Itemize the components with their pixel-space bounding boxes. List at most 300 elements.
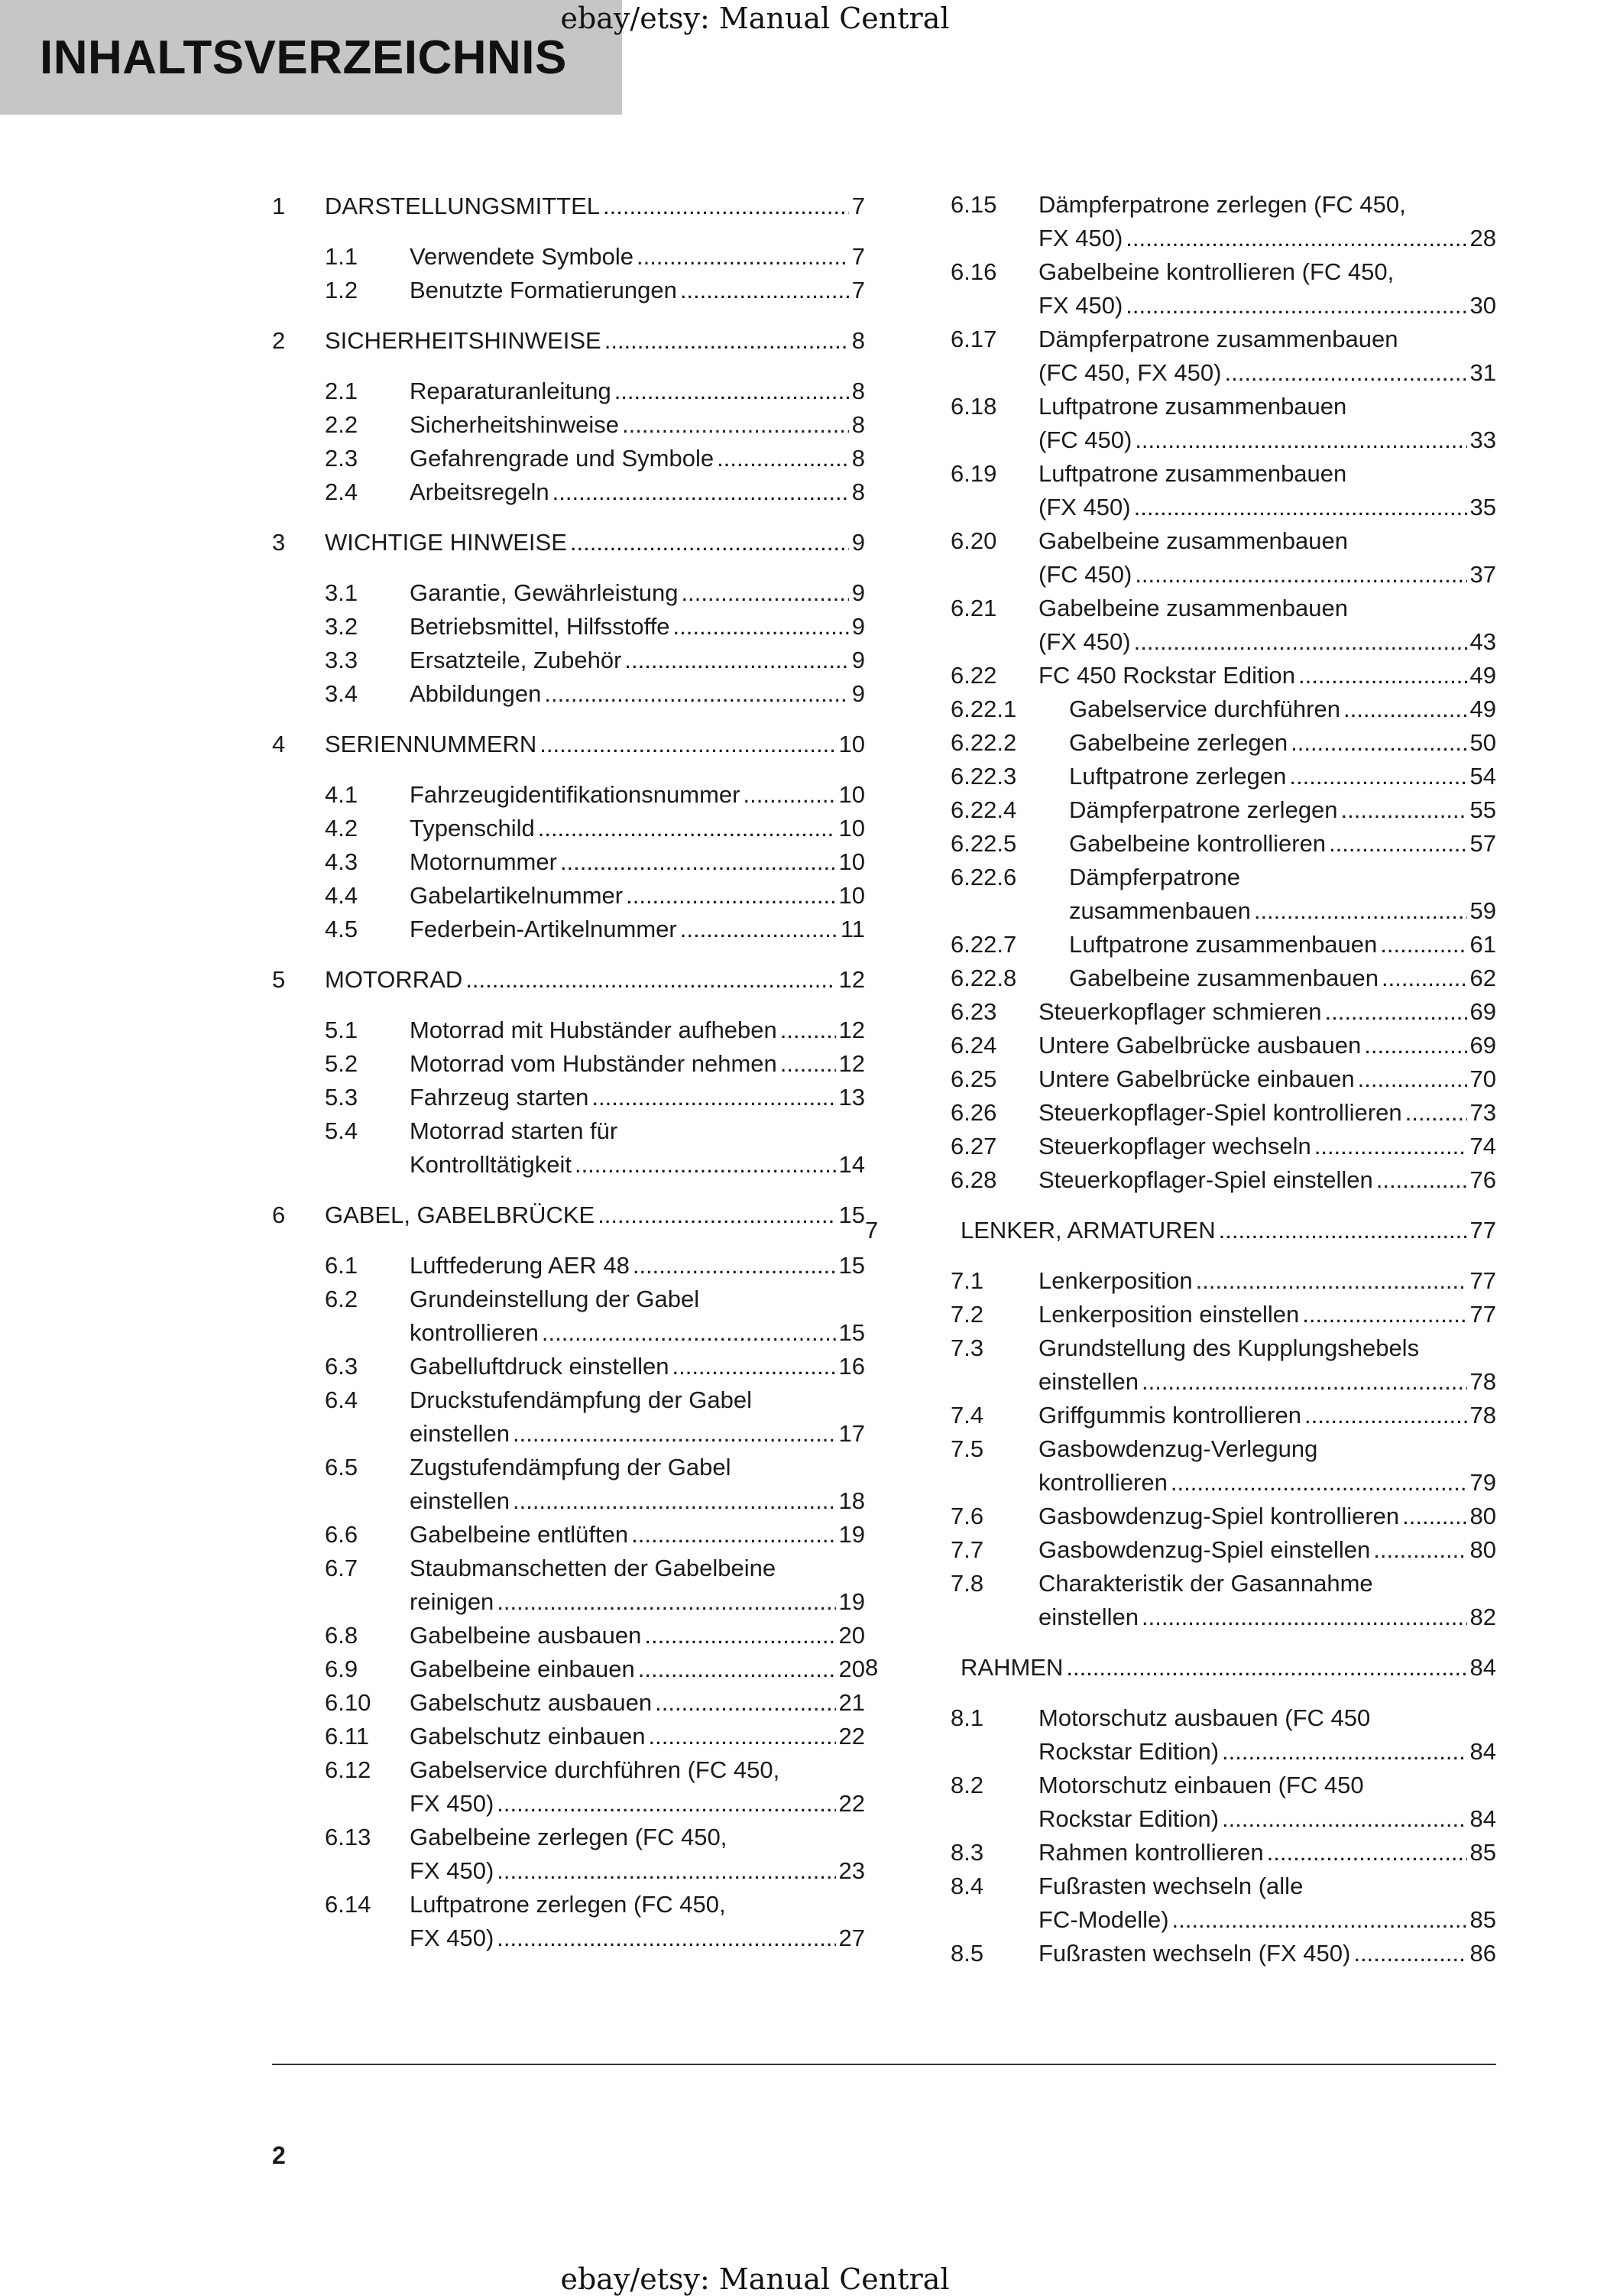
toc-entry bbox=[908, 726, 1496, 760]
toc-entry bbox=[908, 1298, 1496, 1331]
toc-entry-number: 6.2 bbox=[325, 1286, 358, 1312]
toc-entry-title: Gabelbeine zusammenbauen bbox=[1038, 595, 1348, 621]
toc-entry-number: 6.21 bbox=[951, 595, 997, 621]
dot-leader bbox=[1134, 491, 1467, 524]
toc-entry bbox=[272, 1686, 865, 1720]
toc-entry-number: 6.1 bbox=[325, 1252, 358, 1279]
toc-entry bbox=[908, 692, 1496, 726]
dot-leader bbox=[544, 677, 848, 711]
toc-entry bbox=[908, 1062, 1496, 1096]
toc-entry-number: 6.27 bbox=[951, 1133, 997, 1159]
dot-leader bbox=[1222, 1802, 1466, 1836]
dot-leader bbox=[465, 963, 835, 997]
toc-entry bbox=[908, 188, 1496, 255]
toc-entry-title: Gabelschutz ausbauen bbox=[410, 1689, 653, 1716]
toc-entry-page: 31 bbox=[1469, 359, 1496, 386]
toc-entry-title: Gabelbeine kontrollieren bbox=[1069, 830, 1327, 857]
toc-entry-page: 7 bbox=[851, 243, 865, 270]
toc-entry-number: 6.22 bbox=[951, 662, 997, 689]
toc-entry-page: 19 bbox=[838, 1588, 865, 1615]
toc-entry bbox=[272, 677, 865, 711]
toc-entry-title: SERIENNUMMERN bbox=[325, 731, 537, 757]
toc-entry bbox=[272, 1114, 865, 1182]
dot-leader bbox=[560, 845, 836, 879]
toc-entry-number: 6.18 bbox=[951, 393, 997, 420]
toc-entry-page: 77 bbox=[1469, 1301, 1496, 1328]
toc-entry-number: 7.6 bbox=[951, 1503, 984, 1529]
dot-leader bbox=[682, 576, 849, 610]
toc-entry-page: 7 bbox=[851, 193, 865, 219]
toc-entry-number: 3.4 bbox=[325, 680, 358, 707]
toc-entry-page: 35 bbox=[1469, 494, 1496, 520]
watermark-bottom: ebay/etsy: Manual Central bbox=[560, 2262, 950, 2296]
toc-entry-number: 6.19 bbox=[951, 460, 997, 487]
toc-entry-title: Reparaturanleitung bbox=[410, 378, 611, 404]
toc-entry-number: 4.4 bbox=[325, 882, 358, 909]
toc-entry bbox=[908, 962, 1496, 995]
dot-leader bbox=[638, 1652, 836, 1686]
toc-entry-page: 62 bbox=[1469, 965, 1496, 991]
toc-entry-page: 30 bbox=[1469, 292, 1496, 319]
toc-entry-title: Gabelluftdruck einstellen bbox=[410, 1353, 669, 1380]
toc-entry-title: Ersatzteile, Zubehör bbox=[410, 647, 622, 673]
toc-entry-title: Dämpferpatrone bbox=[1069, 864, 1241, 890]
toc-entry bbox=[272, 879, 865, 913]
toc-entry bbox=[908, 1937, 1496, 1970]
toc-entry bbox=[272, 408, 865, 442]
dot-leader bbox=[1380, 928, 1466, 962]
toc-entry bbox=[272, 1350, 865, 1383]
toc-entry-page: 43 bbox=[1469, 628, 1496, 655]
toc-entry-title: Lenkerposition bbox=[1038, 1267, 1193, 1294]
toc-entry-number: 4 bbox=[272, 731, 286, 757]
toc-entry bbox=[272, 442, 865, 475]
toc-entry bbox=[272, 1283, 865, 1350]
toc-entry-number: 6.7 bbox=[325, 1555, 358, 1581]
dot-leader bbox=[497, 1854, 835, 1888]
toc-entry-number: 7.3 bbox=[951, 1334, 984, 1361]
toc-entry bbox=[908, 1769, 1496, 1836]
toc-entry-number: 4.1 bbox=[325, 781, 358, 808]
toc-entry-title: Gabelbeine einbauen bbox=[410, 1656, 635, 1682]
toc-entry bbox=[272, 274, 865, 307]
toc-entry-page: 8 bbox=[851, 411, 865, 438]
toc-entry-number: 3.3 bbox=[325, 647, 358, 673]
toc-entry-title: Luftpatrone zusammenbauen bbox=[1038, 460, 1347, 487]
toc-entry-page: 8 bbox=[851, 378, 865, 404]
toc-entry bbox=[908, 793, 1496, 827]
toc-entry-number: 7.7 bbox=[951, 1536, 984, 1563]
dot-leader bbox=[717, 442, 849, 475]
toc-entry-title: Gasbowdenzug-Verlegung bbox=[1038, 1435, 1318, 1462]
toc-entry-page: 8 bbox=[851, 445, 865, 472]
toc-entry-title: Luftpatrone zusammenbauen bbox=[1069, 931, 1378, 958]
toc-entry bbox=[908, 1331, 1496, 1399]
toc-entry bbox=[272, 1619, 865, 1652]
toc-entry-title: Zugstufendämpfung der Gabel bbox=[410, 1454, 731, 1480]
toc-entry-page: 69 bbox=[1469, 1032, 1496, 1059]
toc-entry-page: 14 bbox=[838, 1151, 865, 1178]
dot-leader bbox=[570, 526, 849, 559]
toc-entry-title: Gasbowdenzug-Spiel kontrollieren bbox=[1038, 1503, 1400, 1529]
toc-entry-title: FC-Modelle) bbox=[1038, 1906, 1169, 1933]
toc-entry-number: 1.2 bbox=[325, 277, 358, 303]
toc-entry-title: Luftpatrone zerlegen (FC 450, bbox=[410, 1891, 726, 1918]
dot-leader bbox=[575, 1148, 836, 1182]
toc-entry-page: 10 bbox=[838, 815, 865, 842]
toc-entry-title: kontrollieren bbox=[410, 1319, 539, 1346]
toc-entry-title: einstellen bbox=[410, 1420, 510, 1447]
toc-entry-number: 8.1 bbox=[951, 1704, 984, 1731]
toc-entry-page: 22 bbox=[838, 1790, 865, 1817]
toc-entry-title: Fußrasten wechseln (FX 450) bbox=[1038, 1940, 1351, 1967]
toc-entry-title: FX 450) bbox=[1038, 292, 1123, 319]
dot-leader bbox=[1267, 1836, 1467, 1870]
toc-entry-title: Steuerkopflager-Spiel kontrollieren bbox=[1038, 1099, 1402, 1126]
toc-entry-page: 69 bbox=[1469, 998, 1496, 1025]
toc-entry bbox=[865, 1214, 1496, 1247]
toc-entry bbox=[272, 778, 865, 812]
toc-entry-title: RAHMEN bbox=[961, 1654, 1064, 1681]
toc-entry-page: 10 bbox=[838, 848, 865, 875]
toc-entry-title: Dämpferpatrone zerlegen (FC 450, bbox=[1038, 191, 1406, 218]
dot-leader bbox=[637, 240, 849, 274]
toc-entry-page: 85 bbox=[1469, 1839, 1496, 1866]
toc-entry bbox=[908, 1533, 1496, 1567]
dot-leader bbox=[1314, 1130, 1467, 1163]
toc-entry bbox=[272, 576, 865, 610]
toc-entry-title: Untere Gabelbrücke einbauen bbox=[1038, 1065, 1355, 1092]
toc-entry bbox=[908, 659, 1496, 692]
toc-entry-page: 11 bbox=[840, 916, 865, 942]
toc-entry bbox=[272, 1821, 865, 1888]
toc-entry-number: 6.8 bbox=[325, 1622, 358, 1649]
toc-entry bbox=[272, 1198, 865, 1232]
toc-entry-page: 15 bbox=[838, 1252, 865, 1279]
toc-entry-title: Gefahrengrade und Symbole bbox=[410, 445, 714, 472]
toc-entry-page: 76 bbox=[1469, 1166, 1496, 1193]
dot-leader bbox=[1382, 962, 1467, 995]
dot-leader bbox=[603, 190, 849, 223]
toc-entry-number: 6 bbox=[272, 1202, 286, 1228]
toc-entry-title: Grundstellung des Kupplungshebels bbox=[1038, 1334, 1420, 1361]
toc-entry-page: 74 bbox=[1469, 1133, 1496, 1159]
toc-entry-number: 6.10 bbox=[325, 1689, 371, 1716]
toc-entry-title: WICHTIGE HINWEISE bbox=[325, 529, 567, 556]
dot-leader bbox=[1172, 1903, 1467, 1937]
toc-entry bbox=[908, 255, 1496, 323]
toc-entry-title: FX 450) bbox=[410, 1925, 494, 1951]
dot-leader bbox=[780, 1013, 836, 1047]
toc-entry-number: 6.6 bbox=[325, 1521, 358, 1548]
page-title: INHALTSVERZEICHNIS bbox=[40, 31, 567, 84]
dot-leader bbox=[672, 1350, 835, 1383]
toc-entry-page: 54 bbox=[1469, 763, 1496, 790]
toc-entry bbox=[908, 1163, 1496, 1197]
dot-leader bbox=[744, 778, 836, 812]
toc-entry-number: 6.14 bbox=[325, 1891, 371, 1918]
toc-entry-number: 5 bbox=[272, 966, 286, 993]
dot-leader bbox=[591, 1081, 835, 1114]
toc-entry bbox=[272, 1720, 865, 1753]
toc-entry-number: 1.1 bbox=[325, 243, 358, 270]
toc-entry-title: zusammenbauen bbox=[1069, 897, 1251, 924]
toc-entry-title: (FX 450) bbox=[1038, 628, 1131, 655]
toc-entry-number: 5.1 bbox=[325, 1017, 358, 1043]
toc-entry bbox=[272, 240, 865, 274]
toc-entry-number: 6.25 bbox=[951, 1065, 997, 1092]
toc-entry-number: 8 bbox=[865, 1654, 879, 1681]
toc-entry-page: 20 bbox=[838, 1656, 865, 1682]
toc-entry-number: 7.4 bbox=[951, 1402, 984, 1429]
toc-entry-page: 21 bbox=[838, 1689, 865, 1716]
toc-entry-title: Abbildungen bbox=[410, 680, 542, 707]
toc-entry bbox=[908, 928, 1496, 962]
dot-leader bbox=[1196, 1264, 1467, 1298]
dot-leader bbox=[1142, 1600, 1467, 1634]
toc-entry-title: Gabelservice durchführen (FC 450, bbox=[410, 1756, 780, 1783]
toc-entry-number: 6.13 bbox=[325, 1824, 371, 1850]
dot-leader bbox=[1343, 692, 1467, 726]
toc-entry-title: Gabelservice durchführen bbox=[1069, 696, 1340, 722]
toc-entry-page: 12 bbox=[838, 1050, 865, 1077]
toc-entry-page: 27 bbox=[838, 1925, 865, 1951]
toc-entry-title: Betriebsmittel, Hilfsstoffe bbox=[410, 613, 670, 640]
dot-leader bbox=[649, 1720, 836, 1753]
toc-entry-page: 80 bbox=[1469, 1503, 1496, 1529]
dot-leader bbox=[497, 1787, 835, 1821]
toc-entry-title: Arbeitsregeln bbox=[410, 478, 549, 505]
toc-entry bbox=[272, 812, 865, 845]
toc-entry-title: Staubmanschetten der Gabelbeine bbox=[410, 1555, 776, 1581]
toc-entry bbox=[272, 190, 865, 223]
toc-entry-title: Gabelbeine zusammenbauen bbox=[1069, 965, 1379, 991]
toc-entry-page: 49 bbox=[1469, 696, 1496, 722]
toc-entry bbox=[908, 827, 1496, 861]
toc-entry bbox=[272, 1552, 865, 1619]
dot-leader bbox=[513, 1484, 836, 1518]
dot-leader bbox=[631, 1518, 835, 1552]
toc-entry bbox=[272, 324, 865, 358]
toc-entry-title: Benutzte Formatierungen bbox=[410, 277, 677, 303]
toc-entry-page: 9 bbox=[851, 680, 865, 707]
toc-entry-page: 33 bbox=[1469, 426, 1496, 453]
toc-entry-number: 1 bbox=[272, 193, 286, 219]
toc-entry-number: 7 bbox=[865, 1217, 879, 1244]
toc-entry-number: 5.2 bbox=[325, 1050, 358, 1077]
toc-entry-title: Motornummer bbox=[410, 848, 557, 875]
toc-entry-title: einstellen bbox=[410, 1487, 510, 1514]
toc-entry-title: (FC 450) bbox=[1038, 561, 1132, 588]
toc-entry-page: 12 bbox=[838, 1017, 865, 1043]
toc-entry-number: 7.8 bbox=[951, 1570, 984, 1597]
toc-entry-page: 50 bbox=[1469, 729, 1496, 756]
toc-entry-number: 6.24 bbox=[951, 1032, 997, 1059]
toc-entry-title: Fußrasten wechseln (alle bbox=[1038, 1873, 1304, 1899]
toc-entry-title: Dämpferpatrone zusammenbauen bbox=[1038, 326, 1398, 352]
toc-entry-title: Steuerkopflager wechseln bbox=[1038, 1133, 1311, 1159]
toc-entry-page: 86 bbox=[1469, 1940, 1496, 1967]
toc-entry-number: 6.22.7 bbox=[951, 931, 1017, 958]
toc-entry-title: Motorrad vom Hubständer nehmen bbox=[410, 1050, 777, 1077]
toc-entry-number: 2.2 bbox=[325, 411, 358, 438]
toc-entry-page: 17 bbox=[838, 1420, 865, 1447]
toc-entry bbox=[908, 760, 1496, 793]
toc-entry-page: 80 bbox=[1469, 1536, 1496, 1563]
toc-entry-page: 10 bbox=[838, 731, 865, 757]
toc-entry-number: 7.1 bbox=[951, 1267, 984, 1294]
toc-entry-page: 82 bbox=[1469, 1604, 1496, 1630]
toc-entry-page: 78 bbox=[1469, 1368, 1496, 1395]
toc-entry-number: 6.15 bbox=[951, 191, 997, 218]
toc-entry bbox=[908, 1500, 1496, 1533]
toc-entry-page: 9 bbox=[851, 647, 865, 673]
toc-entry bbox=[272, 1518, 865, 1552]
toc-entry bbox=[272, 475, 865, 509]
toc-entry-page: 84 bbox=[1469, 1805, 1496, 1832]
toc-entry-page: 77 bbox=[1469, 1267, 1496, 1294]
toc-entry-page: 49 bbox=[1469, 662, 1496, 689]
toc-entry-number: 6.5 bbox=[325, 1454, 358, 1480]
toc-entry-number: 6.16 bbox=[951, 258, 997, 285]
toc-entry bbox=[908, 1432, 1496, 1500]
dot-leader bbox=[655, 1686, 835, 1720]
toc-entry-page: 8 bbox=[851, 478, 865, 505]
toc-entry-number: 2 bbox=[272, 327, 286, 354]
toc-entry-page: 22 bbox=[838, 1723, 865, 1750]
toc-entry-page: 10 bbox=[838, 882, 865, 909]
toc-entry-title: einstellen bbox=[1038, 1368, 1139, 1395]
toc-entry bbox=[272, 375, 865, 408]
toc-entry-title: Gabelbeine ausbauen bbox=[410, 1622, 642, 1649]
toc-entry-title: Kontrolltätigkeit bbox=[410, 1151, 572, 1178]
toc-entry bbox=[908, 1399, 1496, 1432]
dot-leader bbox=[1224, 356, 1466, 390]
dot-leader bbox=[1126, 289, 1466, 323]
toc-entry-number: 3 bbox=[272, 529, 286, 556]
toc-entry-number: 6.3 bbox=[325, 1353, 358, 1380]
dot-leader bbox=[1222, 1735, 1466, 1769]
toc-entry bbox=[908, 592, 1496, 659]
toc-entry-title: Gabelschutz einbauen bbox=[410, 1723, 646, 1750]
toc-entry-page: 19 bbox=[838, 1521, 865, 1548]
toc-entry-title: Untere Gabelbrücke ausbauen bbox=[1038, 1032, 1362, 1059]
toc-entry-title: Fahrzeugidentifikationsnummer bbox=[410, 781, 740, 808]
dot-leader bbox=[1135, 558, 1466, 592]
dot-leader bbox=[1376, 1163, 1467, 1197]
dot-leader bbox=[680, 913, 838, 946]
footer-divider bbox=[272, 2064, 1496, 2065]
toc-entry-title: Rahmen kontrollieren bbox=[1038, 1839, 1264, 1866]
dot-leader bbox=[1302, 1298, 1466, 1331]
dot-leader bbox=[1134, 625, 1467, 659]
toc-entry-page: 37 bbox=[1469, 561, 1496, 588]
toc-entry-title: Motorrad mit Hubständer aufheben bbox=[410, 1017, 777, 1043]
toc-entry-page: 15 bbox=[838, 1319, 865, 1346]
toc-entry-page: 12 bbox=[838, 966, 865, 993]
toc-entry-number: 6.26 bbox=[951, 1099, 997, 1126]
toc-entry bbox=[272, 963, 865, 997]
toc-entry-page: 73 bbox=[1469, 1099, 1496, 1126]
toc-entry-title: einstellen bbox=[1038, 1604, 1139, 1630]
toc-entry bbox=[272, 644, 865, 677]
toc-entry-title: Dämpferpatrone zerlegen bbox=[1069, 796, 1338, 823]
toc-entry-title: Gabelartikelnummer bbox=[410, 882, 624, 909]
dot-leader bbox=[539, 728, 835, 761]
toc-entry-page: 85 bbox=[1469, 1906, 1496, 1933]
dot-leader bbox=[538, 812, 836, 845]
toc-entry-title: Rockstar Edition) bbox=[1038, 1738, 1220, 1765]
toc-entry-title: Federbein-Artikelnummer bbox=[410, 916, 677, 942]
dot-leader bbox=[1171, 1466, 1467, 1500]
toc-entry-title: Grundeinstellung der Gabel bbox=[410, 1286, 700, 1312]
dot-leader bbox=[1219, 1214, 1467, 1247]
toc-entry-number: 7.5 bbox=[951, 1435, 984, 1462]
toc-entry bbox=[272, 1753, 865, 1821]
toc-entry-page: 9 bbox=[851, 613, 865, 640]
toc-entry-number: 8.3 bbox=[951, 1839, 984, 1866]
toc-entry-number: 8.4 bbox=[951, 1873, 984, 1899]
dot-leader bbox=[673, 610, 849, 644]
toc-entry bbox=[272, 1888, 865, 1955]
toc-entry-number: 6.28 bbox=[951, 1166, 997, 1193]
dot-leader bbox=[1298, 659, 1467, 692]
toc-entry-title: Gabelbeine kontrollieren (FC 450, bbox=[1038, 258, 1395, 285]
toc-entry bbox=[908, 995, 1496, 1029]
toc-entry-number: 5.3 bbox=[325, 1084, 358, 1111]
toc-entry-title: FX 450) bbox=[410, 1857, 494, 1884]
toc-entry bbox=[272, 845, 865, 879]
toc-entry-title: FX 450) bbox=[410, 1790, 494, 1817]
toc-entry-title: Gabelbeine zerlegen (FC 450, bbox=[410, 1824, 727, 1850]
toc-entry-title: Charakteristik der Gasannahme bbox=[1038, 1570, 1373, 1597]
toc-entry bbox=[908, 524, 1496, 592]
toc-entry bbox=[908, 1870, 1496, 1937]
toc-entry-number: 2.4 bbox=[325, 478, 358, 505]
toc-entry-number: 2.1 bbox=[325, 378, 358, 404]
toc-entry-number: 4.5 bbox=[325, 916, 358, 942]
dot-leader bbox=[1329, 827, 1466, 861]
dot-leader bbox=[513, 1417, 836, 1451]
toc-entry-number: 5.4 bbox=[325, 1117, 358, 1144]
toc-entry-title: GABEL, GABELBRÜCKE bbox=[325, 1202, 595, 1228]
toc-entry-title: DARSTELLUNGSMITTEL bbox=[325, 193, 601, 219]
toc-entry-page: 8 bbox=[851, 327, 865, 354]
dot-leader bbox=[1126, 222, 1466, 255]
toc-entry bbox=[865, 1651, 1496, 1685]
dot-leader bbox=[1066, 1651, 1466, 1685]
toc-entry-page: 23 bbox=[838, 1857, 865, 1884]
dot-leader bbox=[1364, 1029, 1466, 1062]
toc-entry-title: Griffgummis kontrollieren bbox=[1038, 1402, 1301, 1429]
dot-leader bbox=[1405, 1096, 1467, 1130]
toc-entry-number: 4.2 bbox=[325, 815, 358, 842]
toc-entry bbox=[908, 1836, 1496, 1870]
watermark-top: ebay/etsy: Manual Central bbox=[560, 2, 950, 35]
toc-entry-number: 6.9 bbox=[325, 1656, 358, 1682]
toc-entry-number: 6.17 bbox=[951, 326, 997, 352]
dot-leader bbox=[598, 1198, 835, 1232]
toc-entry-number: 6.22.4 bbox=[951, 796, 1017, 823]
dot-leader bbox=[1289, 760, 1466, 793]
toc-entry-number: 8.5 bbox=[951, 1940, 984, 1967]
toc-entry-title: Gabelbeine zerlegen bbox=[1069, 729, 1288, 756]
toc-entry-number: 6.22.8 bbox=[951, 965, 1017, 991]
toc-entry-title: Gasbowdenzug-Spiel einstellen bbox=[1038, 1536, 1371, 1563]
toc-entry-page: 28 bbox=[1469, 225, 1496, 251]
toc-entry-number: 3.2 bbox=[325, 613, 358, 640]
toc-entry-number: 6.4 bbox=[325, 1386, 358, 1413]
